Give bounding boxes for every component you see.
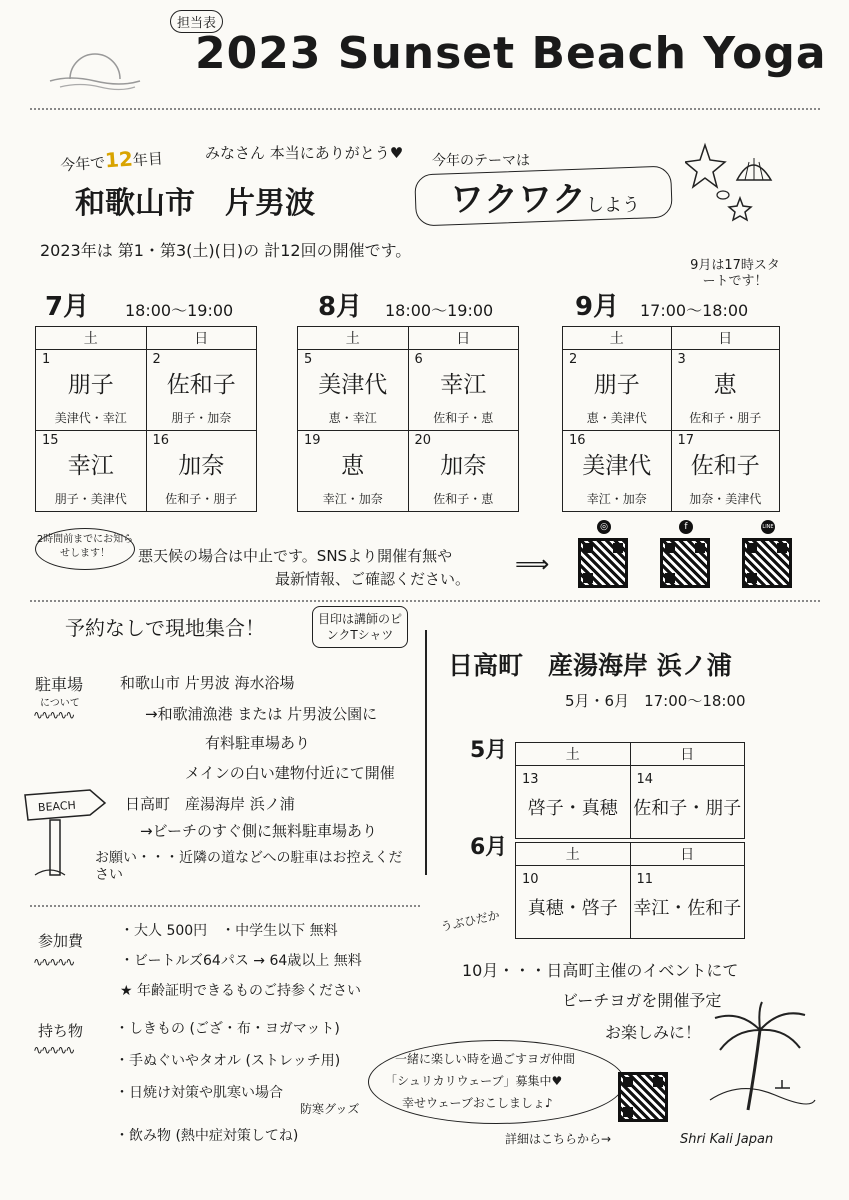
weekday-header: 土 (563, 327, 672, 350)
fee-line3: ★ 年齢証明できるものご持参ください (120, 983, 361, 999)
divider (30, 108, 820, 110)
bring-label: 持ち物 (38, 1022, 84, 1040)
assistant-names: 朋子・加奈 (171, 411, 232, 425)
calendar-cell (630, 866, 745, 939)
bring-line3b: 防寒グッズ (300, 1102, 360, 1116)
calendar-cell (516, 866, 631, 939)
day-number: 15 (42, 433, 59, 448)
assistant-names: 佐和子・恵 (433, 411, 494, 425)
sns-qr-code[interactable] (578, 538, 628, 588)
bring-line3: ・日焼け対策や肌寒い場合 (115, 1085, 283, 1101)
brand-text: Shri Kali Japan (680, 1132, 774, 1147)
fee-label: 参加費 (38, 932, 84, 950)
location-text: 和歌山市 片男波 (75, 186, 315, 221)
seashell-icon (685, 140, 780, 225)
palm-tree-icon (700, 1000, 820, 1130)
day-number: 16 (152, 433, 170, 448)
assistant-names: 幸江・加奈 (586, 492, 647, 506)
pink-note: 目印は講師のピンクTシャツ (312, 606, 408, 648)
hidaka-calendar (515, 742, 745, 839)
wave-icon: ∿∿∿∿∿ (33, 1043, 74, 1057)
instructor-names: 佐和子・朋子 (633, 798, 742, 819)
month-calendar (35, 326, 257, 512)
month-label: 7月 (45, 292, 90, 322)
assistant-names: 幸江・加奈 (322, 492, 383, 506)
day-number: 2 (569, 352, 578, 367)
line-icon: LINE (761, 520, 775, 534)
instructor-name: 恵 (341, 453, 365, 479)
assistant-names: 美津代・幸江 (54, 411, 127, 425)
parking-line3: 有料駐車場あり (205, 734, 311, 752)
instructor-names: 真穂・啓子 (527, 898, 618, 919)
day-number: 20 (414, 433, 432, 448)
arrow-icon: ⟹ (515, 550, 550, 578)
day-number: 11 (636, 872, 654, 887)
oct-line2: ビーチヨガを開催予定 (562, 991, 722, 1010)
parking-line6: →ビーチのすぐ側に無料駐車場あり (140, 822, 377, 840)
instructor-name: 佐和子 (690, 453, 760, 479)
day-number: 10 (522, 872, 539, 887)
parking-line4: メインの白い建物付近にて開催 (185, 764, 395, 782)
column-divider (425, 630, 427, 875)
day-number: 16 (569, 433, 586, 448)
day-number: 3 (677, 352, 686, 367)
instructor-name: 幸江 (67, 453, 114, 479)
fee-line2: ・ビートルズ64パス → 64歳以上 無料 (120, 953, 362, 969)
schedule-note: 2023年は 第1・第3(土)(日)の 計12回の開催です。 (40, 241, 412, 260)
calendar-cell (630, 766, 745, 839)
ubu-label: うぶひだか (439, 907, 501, 935)
recruit-line1: 一緒に楽しい時を過ごすヨガ仲間 (395, 1052, 576, 1066)
weekday-header: 日 (146, 327, 257, 350)
weekday-header: 土 (298, 327, 409, 350)
theme-text: ワクワクしよう (450, 180, 640, 220)
month-time: 18:00〜19:00 (125, 301, 234, 320)
parking-sub: について (40, 698, 80, 709)
info-heading: 予約なしで現地集合！ (65, 616, 265, 640)
instagram-icon: ◎ (597, 520, 611, 534)
weather-line2: 最新情報、ご確認ください。 (275, 570, 471, 588)
day-number: 17 (677, 433, 695, 448)
assistant-names: 加奈・美津代 (689, 492, 762, 506)
day-number: 6 (414, 352, 423, 367)
parking-line2: →和歌浦漁港 または 片男波公園に (145, 705, 378, 723)
calendar-cell (408, 350, 519, 431)
instructor-name: 美津代 (582, 453, 652, 479)
month-label-may: 5月 (470, 738, 508, 763)
details-link[interactable]: 詳細はこちらから→ (505, 1132, 612, 1146)
calendar-cell (671, 350, 780, 431)
instructor-name: 恵 (713, 372, 737, 398)
fee-line1: ・大人 500円 ・中学生以下 無料 (120, 923, 338, 939)
oct-line1: 10月・・・日高町主催のイベントにて (462, 961, 739, 980)
weekday-header: 土 (36, 327, 147, 350)
sns-qr-code[interactable] (742, 538, 792, 588)
weekday-header: 日 (630, 743, 745, 766)
instructor-names: 啓子・真穂 (527, 798, 618, 819)
day-number: 5 (304, 352, 313, 367)
calendar-cell (36, 431, 147, 512)
page-title: 2023 Sunset Beach Yoga (195, 28, 827, 79)
day-number: 13 (522, 772, 539, 787)
month-time: 18:00〜19:00 (385, 301, 494, 320)
day-number: 1 (42, 352, 51, 367)
recruit-line2: 「シュリカリウェーブ」募集中♥ (385, 1074, 563, 1088)
instructor-name: 加奈 (440, 453, 487, 479)
tanto-badge: 担当表 (170, 10, 223, 33)
month-calendar (297, 326, 519, 512)
assistant-names: 恵・幸江 (328, 411, 377, 425)
beach-sign-text: BEACH (37, 798, 77, 815)
weekday-header: 日 (671, 327, 780, 350)
recruit-line3: 幸せウェーブおこしましょ♪ (402, 1096, 553, 1110)
divider (30, 905, 420, 907)
enjoy-text: お楽しみに！ (605, 1023, 702, 1042)
calendar-cell (563, 431, 672, 512)
assistant-names: 佐和子・朋子 (689, 411, 762, 425)
instructor-name: 幸江 (440, 372, 487, 398)
calendar-cell (671, 431, 780, 512)
day-number: 19 (304, 433, 321, 448)
hidaka-time: 5月・6月 17:00〜18:00 (565, 692, 746, 710)
recruit-qr-code[interactable] (618, 1072, 668, 1122)
wave-icon: ∿∿∿∿∿ (33, 955, 74, 969)
calendar-cell (146, 431, 257, 512)
parking-line7: お願い・・・近隣の道などへの駐車はお控えください (95, 850, 403, 883)
calendar-cell (146, 350, 257, 431)
years-line: 今年で12年目 (59, 146, 164, 175)
hidaka-calendar (515, 842, 745, 939)
theme-label: 今年のテーマは (432, 153, 530, 169)
day-number: 2 (152, 352, 161, 367)
calendar-cell (298, 431, 409, 512)
month-label: 9月 (575, 292, 620, 322)
sns-qr-code[interactable] (660, 538, 710, 588)
weather-line1: 悪天候の場合は中止です。SNSより開催有無や (138, 547, 453, 565)
month-time: 17:00〜18:00 (640, 301, 749, 320)
assistant-names: 佐和子・朋子 (165, 492, 238, 506)
wave-icon: ∿∿∿∿∿ (33, 708, 74, 722)
weekday-header: 日 (630, 843, 745, 866)
parking-line5: 日高町 産湯海岸 浜ノ浦 (125, 795, 295, 813)
calendar-cell (408, 431, 519, 512)
instructor-name: 朋子 (67, 372, 114, 398)
calendar-cell (563, 350, 672, 431)
thanks-text: みなさん 本当にありがとう♥ (205, 144, 404, 162)
assistant-names: 佐和子・恵 (433, 492, 494, 506)
divider (30, 600, 820, 602)
hidaka-title: 日高町 産湯海岸 浜ノ浦 (448, 651, 732, 680)
calendar-cell (298, 350, 409, 431)
instructor-name: 美津代 (318, 372, 388, 398)
parking-label: 駐車場 (35, 675, 84, 694)
month-calendar (562, 326, 780, 512)
notice-bubble: 2時間前までにお知らせします！ (35, 528, 135, 570)
calendar-cell (516, 766, 631, 839)
instructor-name: 加奈 (178, 453, 225, 479)
calendar-cell (36, 350, 147, 431)
sunset-icon (40, 45, 150, 95)
bring-line4: ・飲み物 (熱中症対策してね) (115, 1128, 299, 1144)
instructor-name: 朋子 (593, 372, 640, 398)
bring-line1: ・しきもの (ござ・布・ヨガマット) (115, 1021, 340, 1037)
month-label-june: 6月 (470, 835, 508, 860)
weekday-header: 日 (408, 327, 519, 350)
weekday-header: 土 (516, 743, 631, 766)
assistant-names: 朋子・美津代 (54, 492, 127, 506)
weekday-header: 土 (516, 843, 631, 866)
facebook-icon: f (679, 520, 693, 534)
sept-note: 9月は17時スタートです！ (690, 258, 780, 289)
assistant-names: 恵・美津代 (586, 411, 647, 425)
bring-line2: ・手ぬぐいやタオル (ストレッチ用) (115, 1053, 341, 1069)
instructor-names: 幸江・佐和子 (633, 898, 742, 919)
instructor-name: 佐和子 (166, 372, 236, 398)
parking-line1: 和歌山市 片男波 海水浴場 (120, 674, 295, 692)
month-label: 8月 (318, 292, 363, 322)
day-number: 14 (636, 772, 654, 787)
